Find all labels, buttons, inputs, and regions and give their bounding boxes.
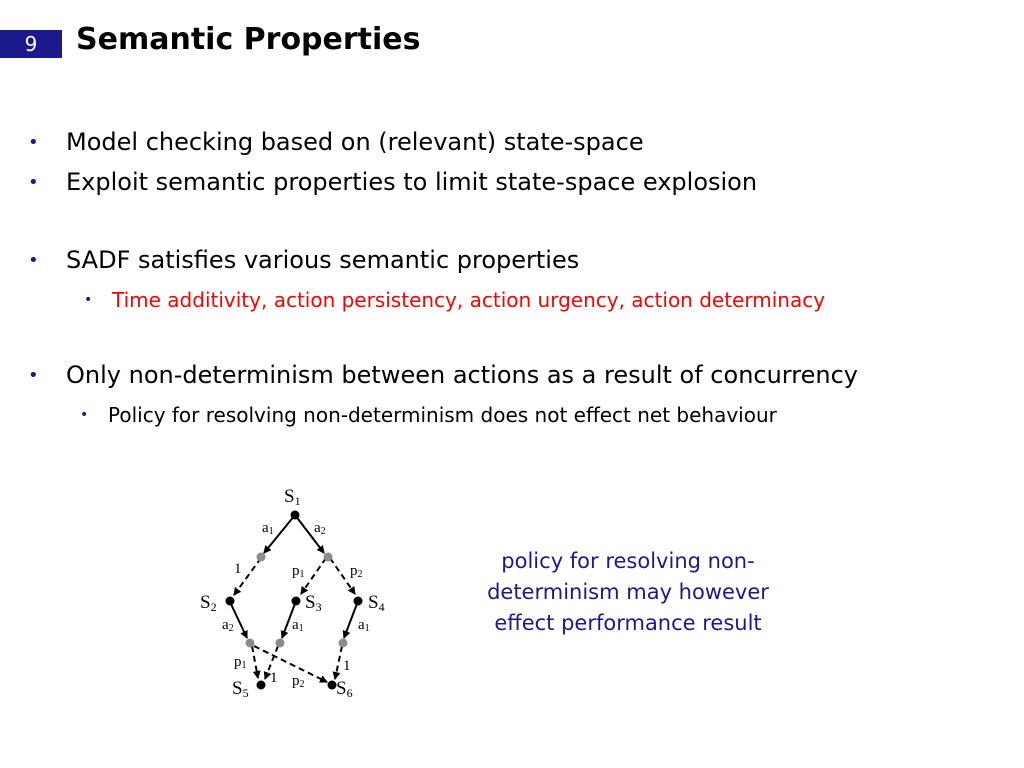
bullet-dot: • xyxy=(28,250,39,271)
action-label-a1: a1 xyxy=(358,617,370,634)
prob-label-p2: p2 xyxy=(292,673,305,690)
sub-bullet-policy xyxy=(80,403,777,427)
state-label-s5: S5 xyxy=(232,678,249,700)
performance-note xyxy=(456,546,800,639)
sub-bullet-text: Policy for resolving non-determinism does not effect net behaviour xyxy=(108,403,777,427)
prob-label-1: 1 xyxy=(270,670,278,686)
bullet-dot: • xyxy=(28,365,39,386)
slide-title: Semantic Properties xyxy=(76,22,421,57)
prob-label-p2: p2 xyxy=(350,563,363,580)
prob-label-1: 1 xyxy=(343,658,351,674)
bullet-text: Only non-determinism between actions as a result of concurrency xyxy=(66,361,858,389)
intermediate-node xyxy=(276,639,285,648)
edge-i5-s6 xyxy=(335,646,342,679)
bullet-4 xyxy=(28,361,858,389)
action-label-a1: a1 xyxy=(292,617,304,634)
state-node-s2 xyxy=(226,597,235,606)
note-line: determinism may however xyxy=(487,580,769,604)
sub-bullet-dot: • xyxy=(80,407,89,423)
bullet-text: Model checking based on (relevant) state-space xyxy=(66,128,644,156)
intermediate-node xyxy=(257,553,266,562)
state-label-s6: S6 xyxy=(336,678,353,700)
edge-i3-s5 xyxy=(252,646,258,678)
state-space-diagram xyxy=(190,478,430,708)
state-node-s3 xyxy=(292,597,301,606)
edge-i2-s3 xyxy=(301,558,326,594)
bullet-3 xyxy=(28,246,580,274)
sub-bullet-dot: • xyxy=(84,292,93,308)
bullet-2 xyxy=(28,168,758,196)
action-label-a2: a2 xyxy=(222,617,234,634)
bullet-text: Exploit semantic properties to limit state-space explosion xyxy=(66,168,758,196)
state-label-s3: S3 xyxy=(305,592,322,614)
prob-label-p1: p1 xyxy=(292,563,305,580)
action-label-a1: a1 xyxy=(262,520,274,537)
sub-bullet-text: Time additivity, action persistency, action urgency, action determinacy xyxy=(112,288,826,312)
sub-bullet-properties xyxy=(84,288,826,312)
state-label-s1: S1 xyxy=(284,486,301,508)
prob-label-1: 1 xyxy=(234,561,242,577)
intermediate-node xyxy=(339,639,348,648)
slide-number: 9 xyxy=(0,30,62,58)
state-node-s4 xyxy=(354,597,363,606)
note-line: policy for resolving non- xyxy=(501,549,755,573)
state-node-s5 xyxy=(257,681,266,690)
bullet-text: SADF satisfies various semantic properties xyxy=(66,246,580,274)
bullet-1 xyxy=(28,128,644,156)
state-label-s4: S4 xyxy=(368,592,385,614)
action-label-a2: a2 xyxy=(314,520,326,537)
state-node-s1 xyxy=(291,511,300,520)
intermediate-node xyxy=(324,553,333,562)
edge-s4-i5 xyxy=(344,601,358,638)
bullet-dot: • xyxy=(28,132,39,153)
intermediate-node xyxy=(246,639,255,648)
state-label-s2: S2 xyxy=(200,592,217,614)
prob-label-p1: p1 xyxy=(234,654,247,671)
bullet-dot: • xyxy=(28,172,39,193)
note-line: effect performance result xyxy=(494,611,762,635)
